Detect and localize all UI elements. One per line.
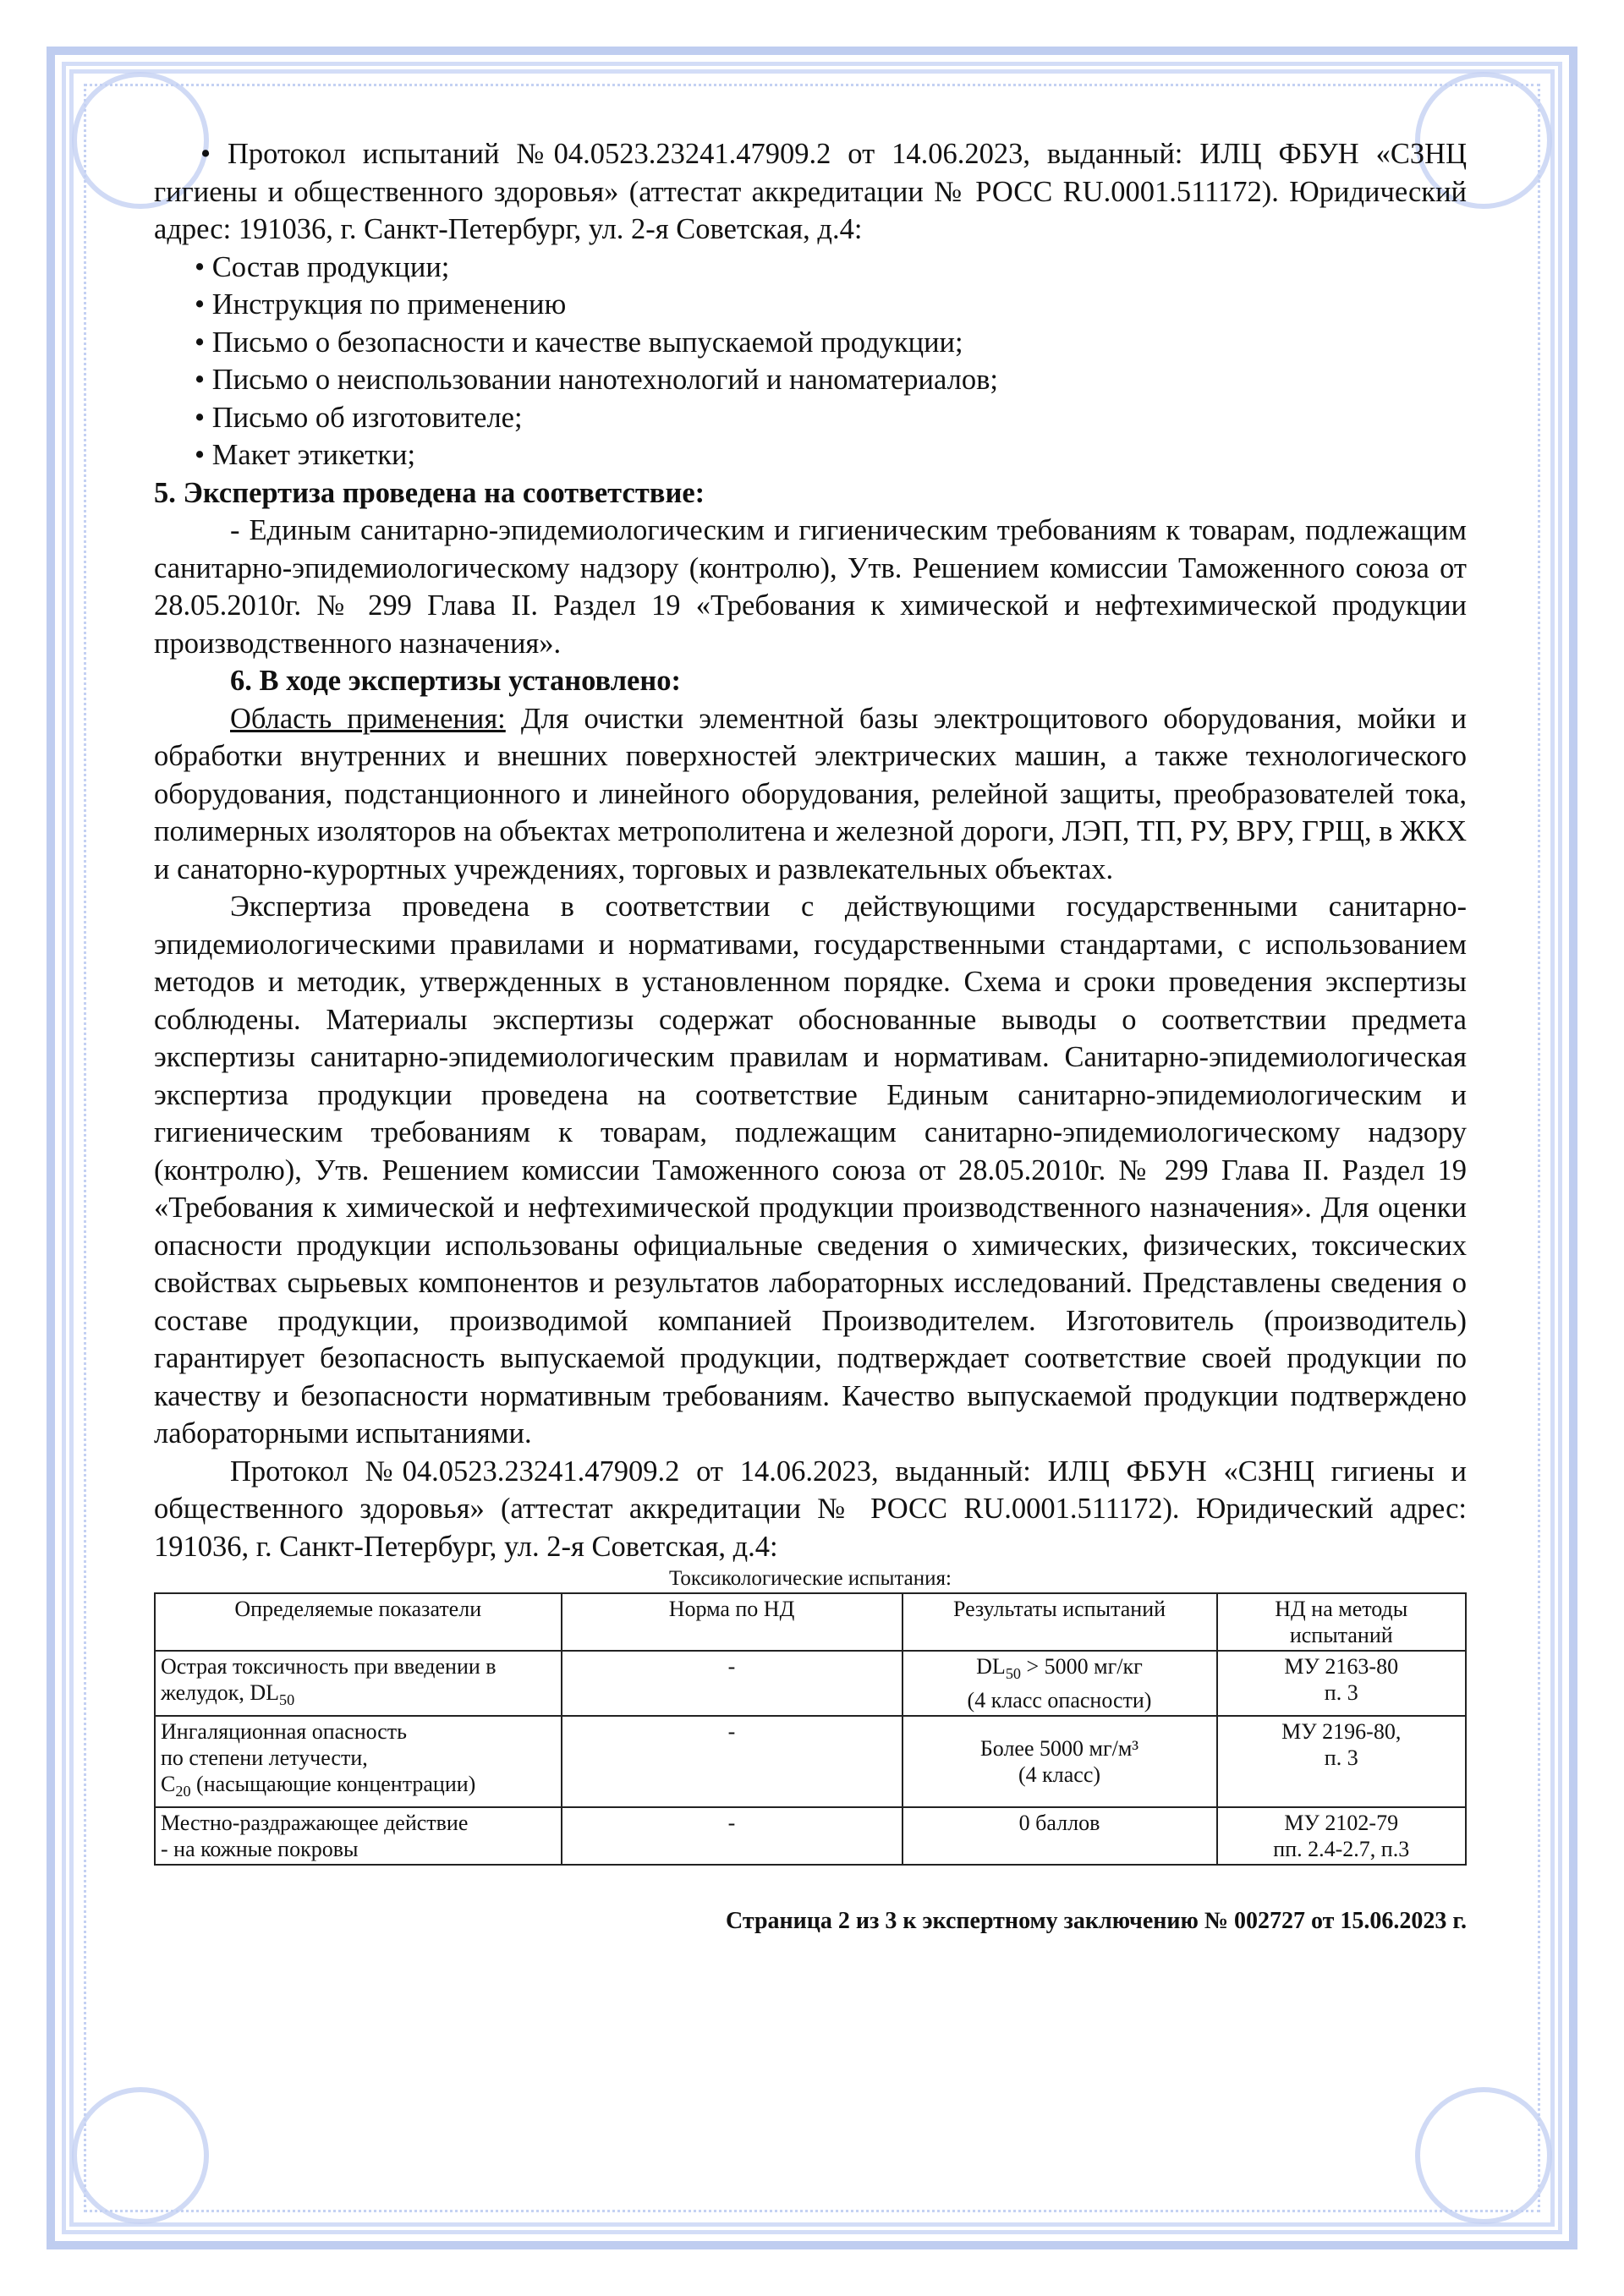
- cell-text: пп. 2.4-2.7, п.3: [1273, 1837, 1410, 1862]
- table-row: [155, 1807, 1466, 1865]
- table-cell: [903, 1651, 1217, 1716]
- list-item: • Состав продукции;: [154, 249, 1467, 287]
- table-header-row: [155, 1593, 1466, 1651]
- scope-label: Область применения:: [230, 702, 506, 735]
- document-body: [154, 135, 1467, 1941]
- expertise-paragraph: Экспертиза проведена в соответствии с действующими государственными санитарно-эпидемиологическими правилами и нормативами, государственными стандартами, с использованием методов и методик, утвержденных в установленном порядке. Схема и сроки проведения экспертизы соблюдены. Материалы экспертизы содержат обоснованные выводы о соответствии предмета экспертизы санитарно-эпидемиологическим правилам и нормативам. Санитарно-эпидемиологическая экспертиза продукции проведена на соответствие Единым санитарно-эпидемиологическим и гигиеническим требованиям к товарам, подлежащим санитарно-эпидемиологическому надзору (контролю), Утв. Решением комиссии Таможенного союза от 28.05.2010г. № 299 Глава II. Раздел 19 «Требования к химической и нефтехимической продукции производственного назначения». Для оценки опасности продукции использованы официальные сведения о химических, физических, токсических свойствах сырьевых компонентов и результатов лабораторных исследований. Представлены сведения о составе продукции, производимой компанией Производителем. Изготовитель (производитель) гарантирует безопасность выпускаемой продукции, подтверждает соответствие своей продукции по качеству и безопасности нормативным требованиям. Качество выпускаемой продукции подтверждено лабораторными испытаниями.: [154, 890, 1467, 1449]
- cell-text: Острая токсичность при введении в желудок, DL: [161, 1654, 497, 1705]
- list-item: • Инструкция по применению: [154, 286, 1467, 324]
- cell-text: (4 класс опасности): [967, 1688, 1152, 1713]
- toxicology-table: [154, 1592, 1467, 1866]
- protocol-bullet: • Протокол испытаний №04.0523.23241.47909.2 от 14.06.2023, выданный: ИЛЦ ФБУН «СЗНЦ гигиены и общественного здоровья» (аттестат аккредитации № РОСС RU.0001.511172). Юридический адрес: 191036, г. Санкт-Петербург, ул. 2-я Советская, д.4:: [154, 138, 1467, 245]
- cell-text: МУ 2163-80: [1284, 1654, 1399, 1679]
- table-cell: -: [562, 1716, 903, 1807]
- table-cell: [1217, 1651, 1467, 1716]
- cell-subscript: 50: [1005, 1665, 1022, 1683]
- table-cell: [1217, 1716, 1467, 1807]
- table-cell: -: [562, 1807, 903, 1865]
- cell-text: Ингаляционная опасность: [161, 1719, 408, 1745]
- list-item: • Макет этикетки;: [154, 436, 1467, 474]
- table-caption: Токсикологические испытания:: [669, 1567, 952, 1590]
- table-cell: [155, 1651, 562, 1716]
- cell-subscript: 50: [279, 1691, 295, 1709]
- scope-text: Для очистки элементной базы электрощитового оборудования, мойки и обработки внутренних и внешних поверхностей электрических машин, а также технологического оборудования, подстанционного и линейного оборудования, релейной защиты, преобразователей тока, полимерных изоляторов на объектах метрополитена и железной дороги, ЛЭП, ТП, РУ, ВРУ, ГРЩ, в ЖКХ и санаторно-курортных учреждениях, торговых и развлекательных объектах.: [154, 702, 1467, 885]
- table-cell: [155, 1716, 562, 1807]
- table-cell: -: [562, 1651, 903, 1716]
- cell-text: C: [161, 1772, 176, 1797]
- list-item: • Письмо о неиспользовании нанотехнологий и наноматериалов;: [154, 361, 1467, 399]
- corner-ornament: [72, 2087, 209, 2224]
- table-header: НД на методы испытаний: [1217, 1593, 1467, 1651]
- corner-ornament: [1415, 2087, 1552, 2224]
- cell-text: Более 5000 мг/м³: [979, 1736, 1139, 1762]
- cell-text: МУ 2196-80,: [1281, 1719, 1402, 1745]
- list-item: • Письмо о безопасности и качестве выпускаемой продукции;: [154, 324, 1467, 362]
- cell-text: п. 3: [1324, 1680, 1358, 1705]
- cell-text: п. 3: [1324, 1745, 1358, 1771]
- table-cell: 0 баллов: [903, 1807, 1217, 1865]
- protocol-bullet-text: Протокол испытаний №04.0523.23241.47909.2 от 14.06.2023, выданный: ИЛЦ ФБУН «СЗНЦ гигиены и общественного здоровья» (аттестат аккредитации № РОСС RU.0001.511172). Юридический адрес: 191036, г. Санкт-Петербург, ул. 2-я Советская, д.4:: [154, 138, 1467, 245]
- table-row: [155, 1651, 1466, 1716]
- table-cell: [1217, 1807, 1467, 1865]
- table-cell: [903, 1716, 1217, 1807]
- cell-text: - на кожные покровы: [161, 1837, 359, 1862]
- cell-subscript: 20: [175, 1783, 191, 1800]
- cell-text: DL: [976, 1654, 1006, 1679]
- section-5-heading: 5. Экспертиза проведена на соответствие:: [154, 476, 705, 509]
- protocol-paragraph: Протокол №04.0523.23241.47909.2 от 14.06.2023, выданный: ИЛЦ ФБУН «СЗНЦ гигиены и общественного здоровья» (аттестат аккредитации № РОСС RU.0001.511172). Юридический адрес: 191036, г. Санкт-Петербург, ул. 2-я Советская, д.4:: [154, 1455, 1467, 1563]
- table-row: [155, 1716, 1466, 1807]
- cell-text: > 5000 мг/кг: [1021, 1654, 1143, 1679]
- cell-text: МУ 2102-79: [1284, 1811, 1399, 1836]
- cell-text: Местно-раздражающее действие: [161, 1811, 469, 1836]
- table-header: Результаты испытаний: [903, 1593, 1217, 1651]
- cell-text: (насыщающие концентрации): [190, 1772, 476, 1797]
- list-item: • Письмо об изготовителе;: [154, 399, 1467, 437]
- cell-text: (4 класс): [1018, 1762, 1101, 1788]
- cell-text: по степени летучести,: [161, 1745, 368, 1771]
- page-footer: Страница 2 из 3 к экспертному заключению № 002727 от 15.06.2023 г.: [726, 1908, 1467, 1935]
- section-6-heading: 6. В ходе экспертизы установлено:: [230, 665, 681, 697]
- table-header: Определяемые показатели: [155, 1593, 562, 1651]
- table-header: Норма по НД: [562, 1593, 903, 1651]
- table-cell: [155, 1807, 562, 1865]
- scope-paragraph: [154, 700, 1467, 889]
- section-5-text: - Единым санитарно-эпидемиологическим и гигиеническим требованиям к товарам, подлежащим санитарно-эпидемиологическому надзору (контролю), Утв. Решением комиссии Таможенного союза от 28.05.2010г. № 299 Глава II. Раздел 19 «Требования к химической и нефтехимической продукции производственного назначения».: [154, 514, 1467, 660]
